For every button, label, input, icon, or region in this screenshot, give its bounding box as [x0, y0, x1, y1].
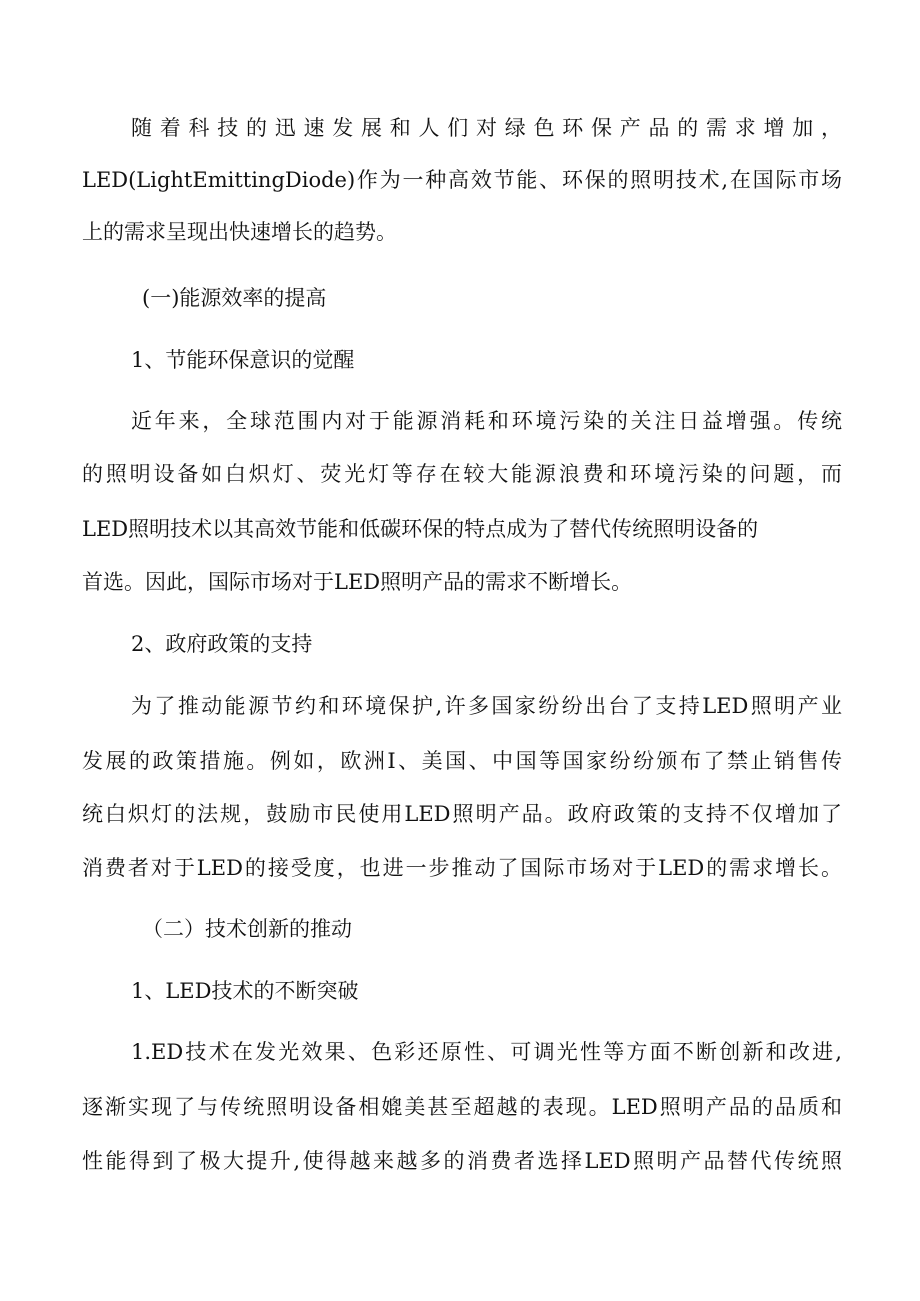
section2-sub1-heading: 1、LED技术的不断突破	[131, 979, 359, 1003]
section1-sub1-heading: 1、节能环保意识的觉醒	[131, 348, 355, 372]
intro-line-1: 随着科技的迅速发展和人们对绿色环保产品的需求增加，	[131, 116, 842, 140]
section2-heading: （二）技术创新的推动	[142, 917, 352, 941]
section1-sub1-line-4: 首选。因此，国际市场对于LED照明产品的需求不断增长。	[82, 570, 633, 594]
section1-sub2-line-1: 为了推动能源节约和环境保护,许多国家纷纷出台了支持LED照明产业	[131, 694, 842, 718]
section1-heading: (一)能源效率的提高	[142, 286, 327, 310]
section1-sub2-heading: 2、政府政策的支持	[131, 632, 313, 656]
section1-sub2-line-4: 消费者对于LED的接受度，也进一步推动了国际市场对于LED的需求增长。	[82, 856, 842, 880]
section1-sub1-line-3: LED照明技术以其高效节能和低碳环保的特点成为了替代传统照明设备的	[82, 517, 759, 541]
section1-sub2-line-2: 发展的政策措施。例如，欧洲I、美国、中国等国家纷纷颁布了禁止销售传	[82, 749, 842, 773]
section1-sub1-line-1: 近年来，全球范围内对于能源消耗和环境污染的关注日益增强。传统	[131, 409, 842, 433]
section1-sub1-line-2: 的照明设备如白炽灯、荧光灯等存在较大能源浪费和环境污染的问题，而	[82, 462, 842, 486]
section2-sub1-line-2: 逐渐实现了与传统照明设备相媲美甚至超越的表现。LED照明产品的品质和	[82, 1095, 842, 1119]
section1-sub2-line-3: 统白炽灯的法规，鼓励市民使用LED照明产品。政府政策的支持不仅增加了	[82, 802, 842, 826]
section2-sub1-line-3: 性能得到了极大提升,使得越来越多的消费者选择LED照明产品替代传统照	[82, 1149, 842, 1173]
section2-sub1-line-1: 1.ED技术在发光效果、色彩还原性、可调光性等方面不断创新和改进,	[131, 1040, 842, 1064]
intro-line-3: 上的需求呈现出快速增长的趋势。	[82, 220, 397, 244]
intro-line-2: LED(LightEmittingDiode)作为一种高效节能、环保的照明技术,在国际市场	[82, 168, 842, 192]
